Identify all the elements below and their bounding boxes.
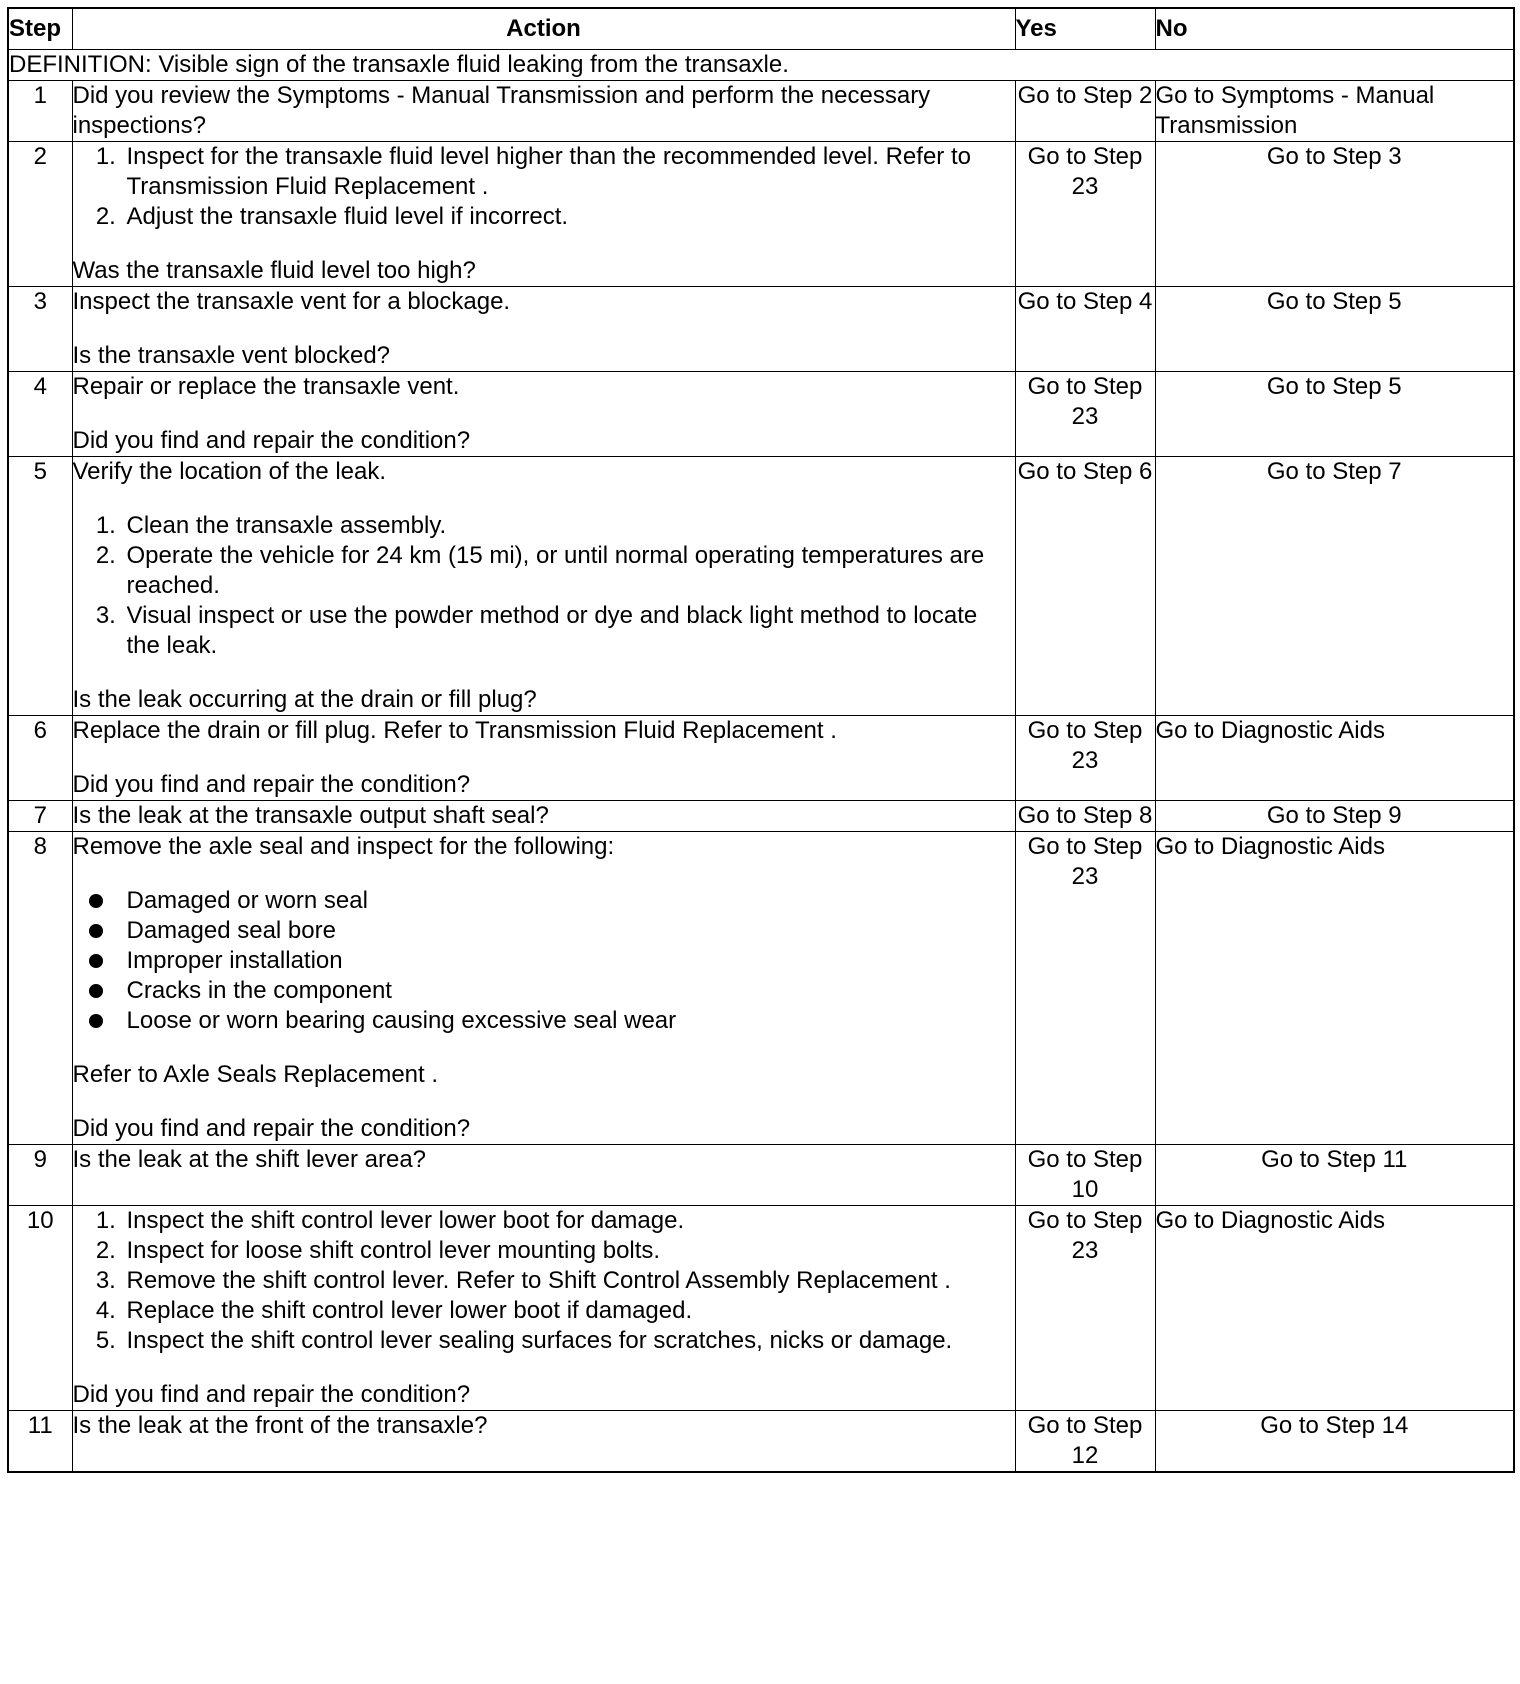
action-question: Did you find and repair the condition?: [72, 1381, 471, 1408]
step-number: 8: [8, 832, 72, 1145]
no-cell: Go to Step 14: [1155, 1411, 1514, 1473]
action-text: Is the leak at the front of the transaxle?: [72, 1412, 488, 1439]
action-cell: [72, 1411, 1015, 1473]
yes-cell: Go to Step 23: [1015, 716, 1155, 801]
action-question: Did you find and repair the condition?: [72, 427, 471, 454]
table-row: [8, 372, 1514, 457]
bullet-icon: [89, 954, 103, 968]
list-item: 4. Replace the shift control lever lower boot if damaged.: [123, 1296, 1015, 1326]
action-cell: [72, 1145, 1015, 1206]
bullet-item: [123, 946, 1015, 976]
numbered-list: [73, 142, 1015, 232]
action-text: Is the leak at the transaxle output shaft seal?: [72, 802, 549, 829]
step-number: 11: [8, 1411, 72, 1473]
header-yes: Yes: [1015, 8, 1155, 50]
header-no: No: [1155, 8, 1514, 50]
no-cell: Go to Step 11: [1155, 1145, 1514, 1206]
action-cell: [72, 457, 1015, 716]
no-cell: Go to Step 5: [1155, 372, 1514, 457]
list-item: 2. Inspect for loose shift control lever mounting bolts.: [123, 1236, 1015, 1266]
yes-cell: Go to Step 23: [1015, 142, 1155, 287]
action-cell: [72, 372, 1015, 457]
bullet-list: [73, 886, 1015, 1036]
action-question: Is the leak occurring at the drain or fill plug?: [72, 686, 537, 713]
yes-cell: Go to Step 12: [1015, 1411, 1155, 1473]
action-cell: [72, 1206, 1015, 1411]
header-action: Action: [72, 8, 1015, 50]
no-cell: Go to Step 9: [1155, 801, 1514, 832]
table-row: [8, 457, 1514, 716]
no-cell: Go to Diagnostic Aids: [1155, 1206, 1514, 1411]
action-text: Refer to Axle Seals Replacement .: [72, 1061, 439, 1088]
no-cell: Go to Step 5: [1155, 287, 1514, 372]
list-item: 1. Inspect the shift control lever lower boot for damage.: [123, 1206, 1015, 1236]
action-text: Is the leak at the shift lever area?: [72, 1146, 427, 1173]
diagnostic-page: [7, 7, 1513, 1473]
step-number: 2: [8, 142, 72, 287]
action-cell: [72, 81, 1015, 142]
list-item: 2. Operate the vehicle for 24 km (15 mi), or until normal operating temperatures are reached.: [123, 541, 1015, 601]
yes-cell: Go to Step 6: [1015, 457, 1155, 716]
action-text: Verify the location of the leak.: [72, 458, 387, 485]
step-number: 1: [8, 81, 72, 142]
action-cell: [72, 801, 1015, 832]
action-cell: [72, 716, 1015, 801]
list-item: 1. Inspect for the transaxle fluid level higher than the recommended level. Refer to Transmission Fluid Replacement .: [123, 142, 1015, 202]
bullet-icon: [89, 984, 103, 998]
table-row: [8, 142, 1514, 287]
yes-cell: Go to Step 10: [1015, 1145, 1155, 1206]
yes-cell: Go to Step 23: [1015, 372, 1155, 457]
numbered-list: [73, 511, 1015, 661]
action-cell: [72, 287, 1015, 372]
bullet-text: Damaged seal bore: [126, 917, 336, 944]
definition-text: DEFINITION: Visible sign of the transaxle fluid leaking from the transaxle.: [8, 50, 1514, 81]
yes-cell: Go to Step 23: [1015, 832, 1155, 1145]
step-number: 5: [8, 457, 72, 716]
action-cell: [72, 142, 1015, 287]
no-cell: Go to Step 3: [1155, 142, 1514, 287]
bullet-item: [123, 886, 1015, 916]
diagnostic-table: [7, 7, 1515, 1473]
bullet-item: [123, 916, 1015, 946]
step-number: 10: [8, 1206, 72, 1411]
step-number: 4: [8, 372, 72, 457]
no-cell: Go to Diagnostic Aids: [1155, 716, 1514, 801]
definition-row: [8, 50, 1514, 81]
bullet-text: Cracks in the component: [126, 977, 392, 1004]
yes-cell: Go to Step 8: [1015, 801, 1155, 832]
bullet-text: Loose or worn bearing causing excessive seal wear: [126, 1007, 677, 1034]
table-row: [8, 832, 1514, 1145]
action-text: Did you review the Symptoms - Manual Transmission and perform the necessary inspections?: [72, 82, 931, 139]
list-item: 3. Remove the shift control lever. Refer to Shift Control Assembly Replacement .: [123, 1266, 1015, 1296]
bullet-text: Improper installation: [126, 947, 343, 974]
no-cell: Go to Step 7: [1155, 457, 1514, 716]
table-row: [8, 287, 1514, 372]
bullet-text: Damaged or worn seal: [126, 887, 368, 914]
action-question: Is the transaxle vent blocked?: [72, 342, 391, 369]
table-row: [8, 1206, 1514, 1411]
action-text: Remove the axle seal and inspect for the following:: [72, 833, 615, 860]
table-row: [8, 81, 1514, 142]
step-number: 3: [8, 287, 72, 372]
header-step: Step: [8, 8, 72, 50]
list-item: 2. Adjust the transaxle fluid level if incorrect.: [123, 202, 1015, 232]
step-number: 7: [8, 801, 72, 832]
bullet-item: [123, 976, 1015, 1006]
list-item: 3. Visual inspect or use the powder method or dye and black light method to locate the leak.: [123, 601, 1015, 661]
bullet-icon: [89, 924, 103, 938]
numbered-list: [73, 1206, 1015, 1356]
table-row: [8, 716, 1514, 801]
action-question: Did you find and repair the condition?: [72, 771, 471, 798]
bullet-item: [123, 1006, 1015, 1036]
action-cell: [72, 832, 1015, 1145]
header-row: [8, 8, 1514, 50]
step-number: 6: [8, 716, 72, 801]
yes-cell: Go to Step 4: [1015, 287, 1155, 372]
table-row: [8, 1411, 1514, 1473]
no-cell: Go to Diagnostic Aids: [1155, 832, 1514, 1145]
yes-cell: Go to Step 23: [1015, 1206, 1155, 1411]
action-question: Did you find and repair the condition?: [72, 1115, 471, 1142]
step-number: 9: [8, 1145, 72, 1206]
action-text: Inspect the transaxle vent for a blockage.: [72, 288, 511, 315]
table-row: [8, 801, 1514, 832]
action-question: Was the transaxle fluid level too high?: [72, 257, 476, 284]
no-cell: Go to Symptoms - Manual Transmission: [1155, 81, 1514, 142]
action-text: Replace the drain or fill plug. Refer to Transmission Fluid Replacement .: [72, 717, 837, 744]
yes-cell: Go to Step 2: [1015, 81, 1155, 142]
table-row: [8, 1145, 1514, 1206]
bullet-icon: [89, 1014, 103, 1028]
list-item: 5. Inspect the shift control lever sealing surfaces for scratches, nicks or damage.: [123, 1326, 1015, 1356]
bullet-icon: [89, 894, 103, 908]
list-item: 1. Clean the transaxle assembly.: [123, 511, 1015, 541]
action-text: Repair or replace the transaxle vent.: [72, 373, 460, 400]
